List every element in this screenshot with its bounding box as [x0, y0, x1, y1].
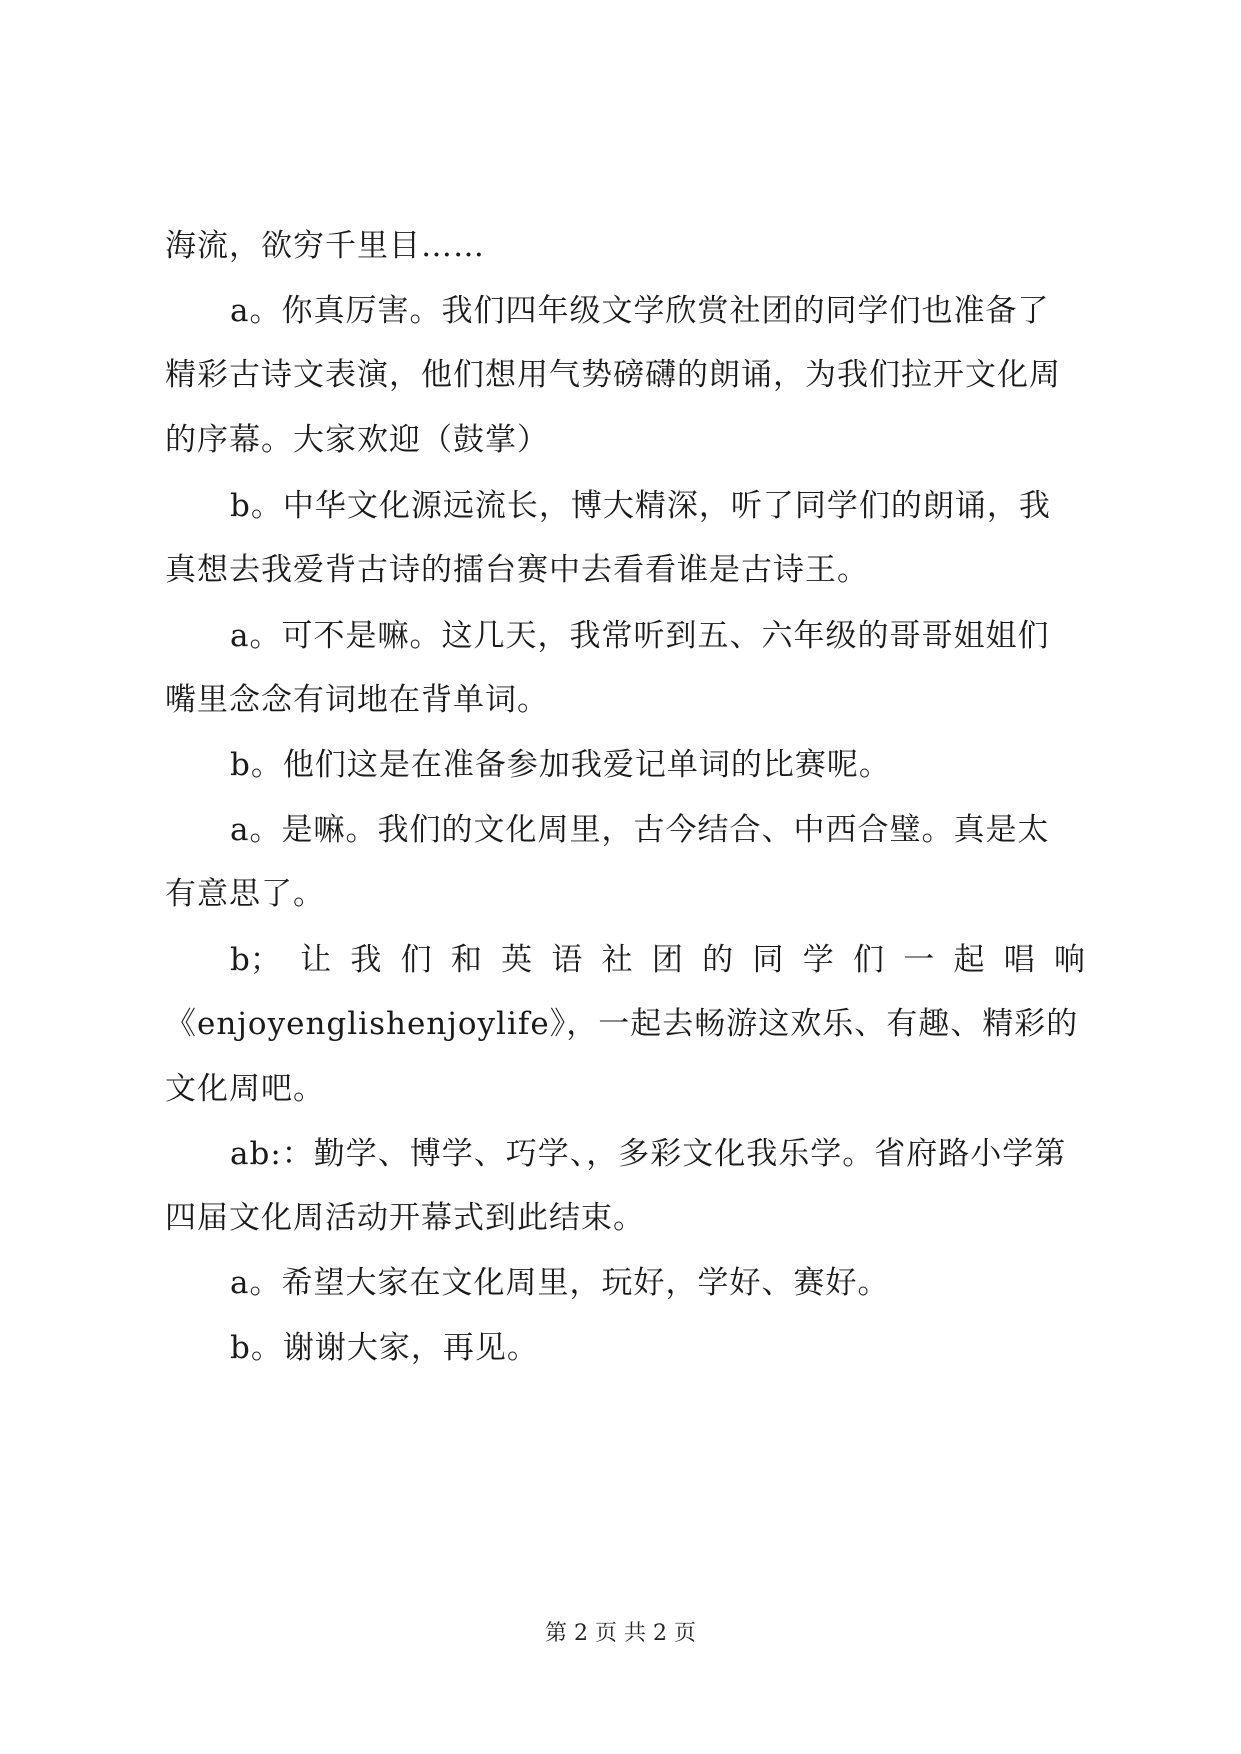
- text-line: 文化周吧。: [165, 1071, 325, 1107]
- text-line: a。你真厉害。我们四年级文学欣赏社团的同学们也准备了: [230, 293, 1050, 329]
- text-line: 海流，欲穷千里目……: [165, 228, 485, 264]
- text-line: 四届文化周活动开幕式到此结束。: [165, 1200, 645, 1236]
- text-line: 精彩古诗文表演，他们想用气势磅礴的朗诵，为我们拉开文化周: [165, 357, 1061, 393]
- text-line: 真想去我爱背古诗的擂台赛中去看看谁是古诗王。: [165, 552, 869, 588]
- text-line: b。他们这是在准备参加我爱记单词的比赛呢。: [230, 747, 891, 783]
- text-line: 嘴里念念有词地在背单词。: [165, 682, 549, 718]
- text-line: 的序幕。大家欢迎（鼓掌）: [165, 422, 549, 458]
- text-line: a。可不是嘛。这几天，我常听到五、六年级的哥哥姐姐们: [230, 618, 1050, 654]
- text-line: b。谢谢大家，再见。: [230, 1330, 539, 1366]
- text-line: b。中华文化源远流长，博大精深，听了同学们的朗诵，我: [230, 488, 1051, 524]
- text-line: 《enjoyenglishenjoylife》，一起去畅游这欢乐、有趣、精彩的: [165, 1006, 1079, 1042]
- text-line: a。希望大家在文化周里，玩好，学好、赛好。: [230, 1265, 890, 1301]
- page-number-footer: 第 2 页 共 2 页: [545, 1621, 696, 1646]
- text-line: a。是嘛。我们的文化周里，古今结合、中西合璧。真是太: [230, 812, 1050, 848]
- text-line: b；让我们和英语社团的同学们一起唱响: [230, 942, 1085, 978]
- text-line: 有意思了。: [165, 876, 325, 912]
- text-line: ab:：勤学、博学、巧学、，多彩文化我乐学。省府路小学第: [230, 1136, 1067, 1172]
